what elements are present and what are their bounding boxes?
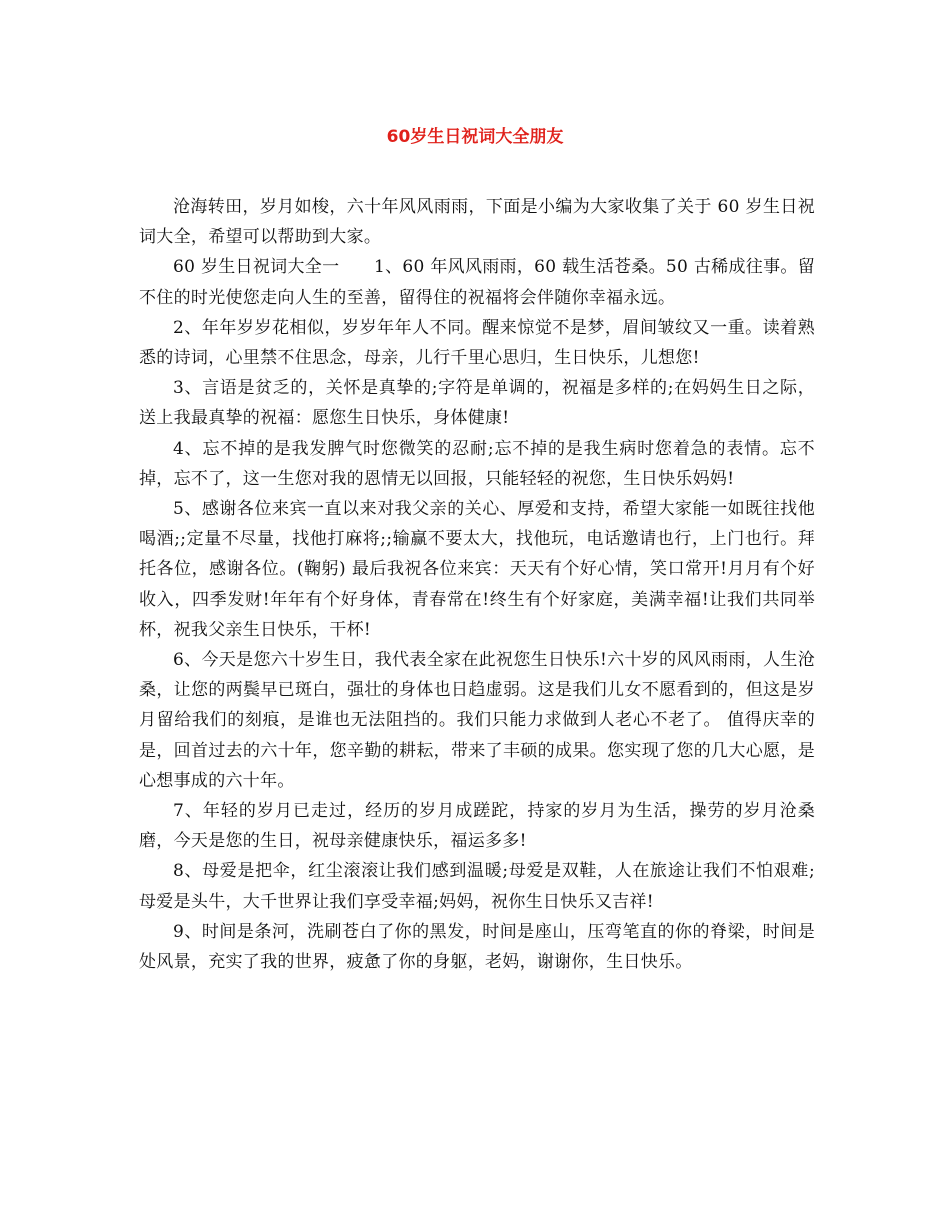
paragraph-2: 2、年年岁岁花相似，岁岁年年人不同。醒来惊觉不是梦，眉间皱纹又一重。读着熟悉的诗词，心里禁不住思念，母亲，儿行千里心思归，生日快乐，儿想您! (139, 317, 815, 369)
paragraph-5: 5、感谢各位来宾一直以来对我父亲的关心、厚爱和支持，希望大家能一如既往找他喝酒;;定量不尽量，找他打麻将;;输赢不要太大，找他玩，电话邀请也行，上门也行。拜托各位，感谢各位。(鞠躬) 最后我祝各位来宾：天天有个好心情，笑口常开!月月有个好收入，四季发财!年年有个好身体，青春常在!终生有个好家庭，美满幸福!让我们共同举杯，祝我父亲生日快乐，干杯! (139, 499, 815, 640)
paragraph-1: 60 岁生日祝词大全一 1、60 年风风雨雨，60 载生活苍桑。50 古稀成往事。留不住的时光使您走向人生的至善，留得住的祝福将会伴随你幸福永远。 (139, 257, 815, 308)
paragraph-3: 3、言语是贫乏的，关怀是真挚的;字符是单调的，祝福是多样的;在妈妈生日之际，送上我最真挚的祝福：愿您生日快乐，身体健康! (139, 378, 815, 429)
paragraph-intro: 沧海转田，岁月如梭，六十年风风雨雨，下面是小编为大家收集了关于 60 岁生日祝词大全，希望可以帮助到大家。 (139, 197, 815, 248)
paragraph-7: 7、年轻的岁月已走过，经历的岁月成蹉跎，持家的岁月为生活，操劳的岁月沧桑磨，今天是您的生日，祝母亲健康快乐，福运多多! (139, 801, 815, 852)
document-body (139, 192, 815, 977)
paragraph-9: 9、时间是条河，洗刷苍白了你的黑发，时间是座山，压弯笔直的你的脊梁，时间是处风景，充实了我的世界，疲惫了你的身躯，老妈，谢谢你，生日快乐。 (139, 921, 815, 973)
paragraph-4: 4、忘不掉的是我发脾气时您微笑的忍耐;忘不掉的是我生病时您着急的表情。忘不掉，忘不了，这一生您对我的恩情无以回报，只能轻轻的祝您，生日快乐妈妈! (139, 438, 815, 489)
document-title: 60岁生日祝词大全朋友 (386, 127, 564, 147)
paragraph-8: 8、母爱是把伞，红尘滚滚让我们感到温暖;母爱是双鞋，人在旅途让我们不怕艰难;母爱是头牛，大千世界让我们享受幸福;妈妈，祝你生日快乐又吉祥! (139, 861, 815, 912)
paragraph-6: 6、今天是您六十岁生日，我代表全家在此祝您生日快乐!六十岁的风风雨雨，人生沧桑，让您的两鬓早已斑白，强壮的身体也日趋虚弱。这是我们儿女不愿看到的，但这是岁月留给我们的刻痕，是谁也无法阻挡的。我们只能力求做到人老心不老了。 值得庆幸的是，回首过去的六十年，您辛勤的耕耘，带来了丰硕的成果。您实现了您的几大心愿，是心想事成的六十年。 (139, 650, 815, 791)
